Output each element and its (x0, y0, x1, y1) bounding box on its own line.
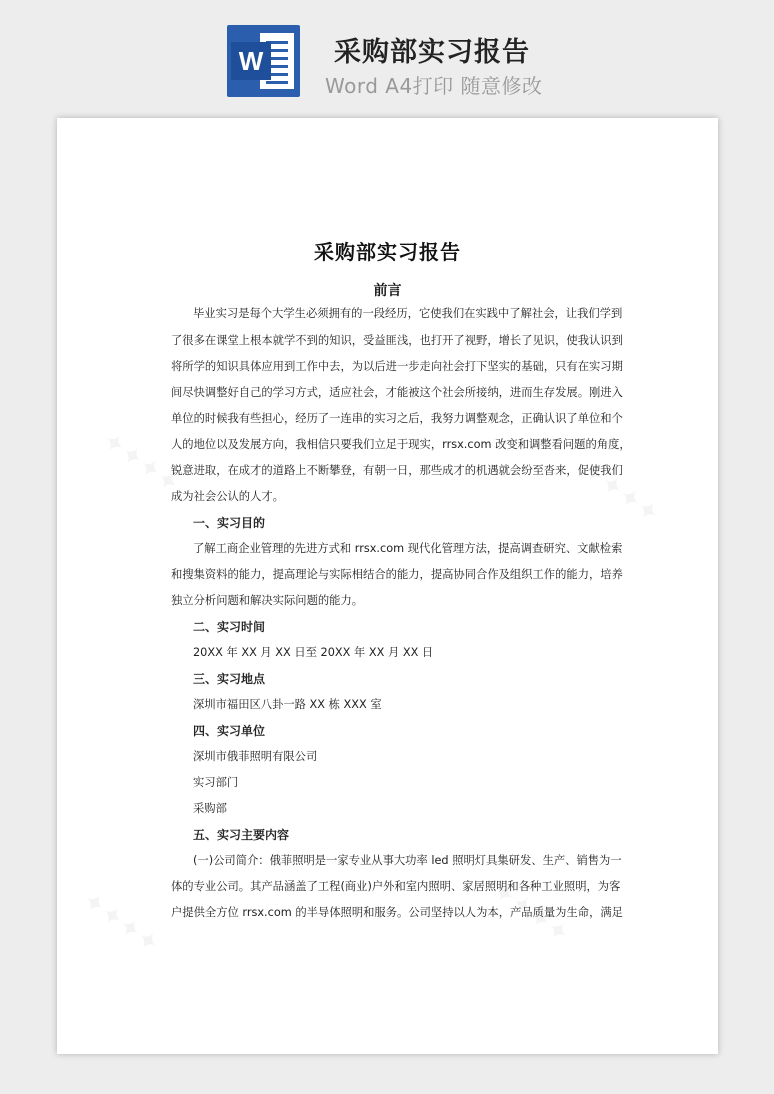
watermark: ✦✦✦✦ (576, 455, 665, 531)
watermark: ✦✦✦✦ (96, 425, 185, 501)
body-line: 体的专业公司。其产品涵盖了工程(商业)户外和室内照明、家居照明和各种工业照明，为客 (171, 880, 621, 893)
body-line: 锐意进取，在成才的道路上不断攀登，有朝一日，那些成才的机遇就会纷至沓来，促使我们 (171, 464, 623, 477)
header-subtitle: Word A4打印 随意修改 (325, 74, 543, 98)
header (0, 0, 774, 110)
word-logo-icon (227, 25, 300, 97)
section-heading: 五、实习主要内容 (193, 828, 290, 842)
section-heading: 二、实习时间 (193, 620, 266, 634)
document-page (57, 118, 718, 1054)
body-line: (一)公司简介：俄菲照明是一家专业从事大功率 led 照明灯具集研发、生产、销售为一 (193, 854, 622, 867)
section-heading: 三、实习地点 (193, 672, 266, 686)
body-line: 了很多在课堂上根本就学不到的知识，受益匪浅，也打开了视野，增长了见识，使我认识到 (171, 334, 623, 347)
body-line: 户提供全方位 rrsx.com 的半导体照明和服务。公司坚持以人为本，产品质量为生命，满足 (171, 906, 623, 919)
body-line: 深圳市福田区八卦一路 XX 栋 XXX 室 (193, 698, 382, 711)
section-heading: 四、实习单位 (193, 724, 266, 738)
preface-heading: 前言 (373, 283, 402, 299)
header-title: 采购部实习报告 (334, 37, 530, 68)
body-line: 毕业实习是每个大学生必须拥有的一段经历，它使我们在实践中了解社会，让我们学到 (193, 307, 623, 320)
body-line: 独立分析问题和解决实际问题的能力。 (171, 594, 364, 607)
body-line: 成为社会公认的人才。 (171, 490, 284, 503)
body-line: 将所学的知识具体应用到工作中去，为以后进一步走向社会打下坚实的基础，只有在实习期 (171, 360, 623, 373)
watermark: ✦✦✦✦ (76, 885, 165, 961)
watermark: ✦✦✦✦ (486, 875, 575, 951)
body-line: 和搜集资料的能力，提高理论与实际相结合的能力，提高协同合作及组织工作的能力，培养 (171, 568, 623, 581)
body-line: 采购部 (193, 802, 227, 815)
body-line: 20XX 年 XX 月 XX 日至 20XX 年 XX 月 XX 日 (193, 646, 434, 659)
body-line: 间尽快调整好自己的学习方式，适应社会，才能被这个社会所接纳，进而生存发展。刚进入 (171, 386, 623, 399)
document-title: 采购部实习报告 (314, 240, 461, 264)
body-line: 了解工商企业管理的先进方式和 rrsx.com 现代化管理方法，提高调查研究、文献检索 (193, 542, 623, 555)
body-line: 实习部门 (193, 776, 239, 789)
body-line: 深圳市俄菲照明有限公司 (193, 750, 318, 763)
body-line: 单位的时候我有些担心，经历了一连串的实习之后，我努力调整观念，正确认识了单位和个 (171, 412, 623, 425)
body-line: 人的地位以及发展方向，我相信只要我们立足于现实，rrsx.com 改变和调整看问题的角度， (171, 438, 631, 451)
logo-letter: W (231, 42, 271, 80)
section-heading: 一、实习目的 (193, 516, 266, 530)
